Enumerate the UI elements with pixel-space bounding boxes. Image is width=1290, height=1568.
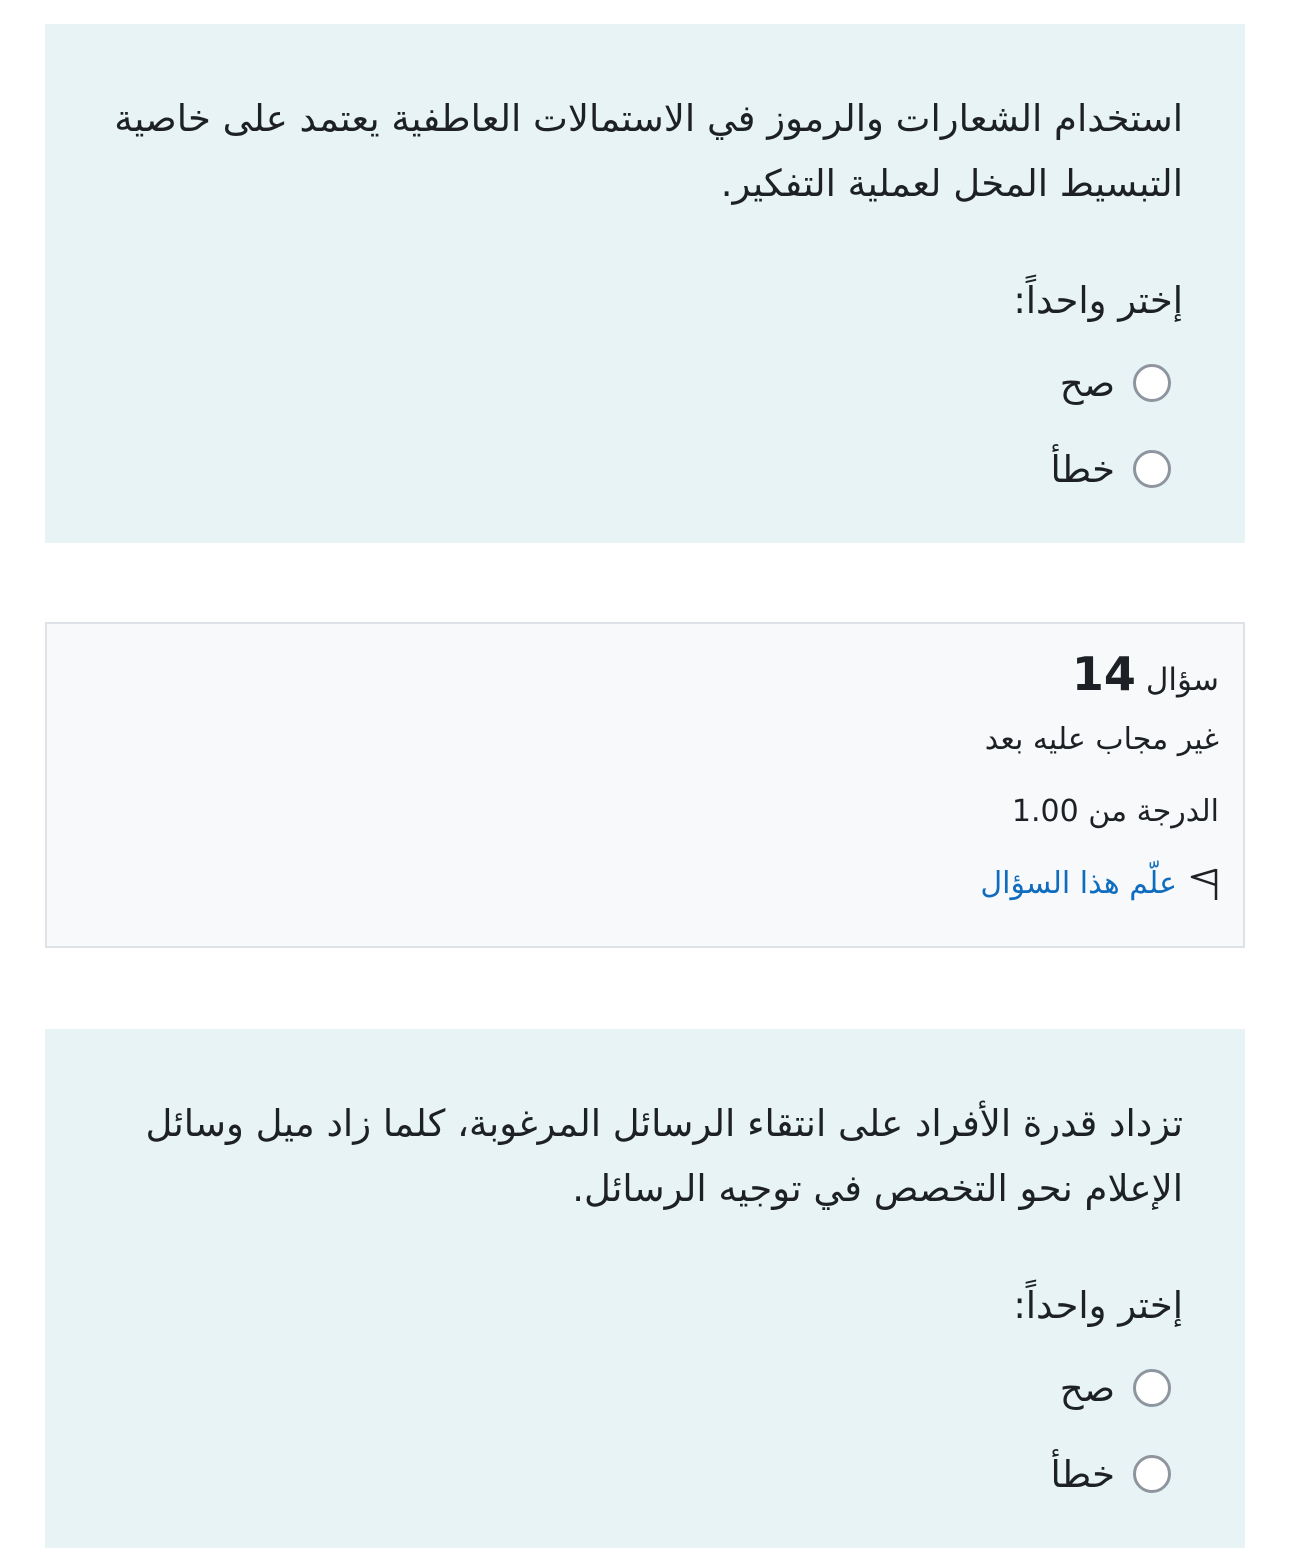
question-15-answers (107, 1345, 1183, 1517)
question-14-info (45, 622, 1245, 948)
answer-option-false[interactable] (107, 1431, 1183, 1517)
flag-question-link[interactable] (71, 864, 1219, 904)
answer-option-label: خطأ (1050, 447, 1115, 491)
answer-option-label: خطأ (1050, 1452, 1115, 1496)
question-15-content (45, 1029, 1245, 1548)
radio-button[interactable] (1133, 1369, 1171, 1407)
radio-button[interactable] (1133, 364, 1171, 402)
question-number-value: 14 (1071, 647, 1136, 701)
question-15-prompt: إختر واحداً: (1013, 1284, 1183, 1327)
question-13-content (45, 24, 1245, 543)
question-15-text: تزداد قدرة الأفراد على انتقاء الرسائل المرغوبة، كلما زاد ميل وسائل الإعلام نحو التخصص في توجيه الرسائل. (145, 1102, 1183, 1210)
question-state: غير مجاب عليه بعد (984, 722, 1219, 757)
answer-option-false[interactable] (107, 426, 1183, 512)
answer-option-true[interactable] (107, 340, 1183, 426)
question-number (71, 646, 1219, 702)
answer-option-label: صح (1059, 361, 1115, 405)
question-label: سؤال (1145, 662, 1219, 698)
flag-icon (1189, 866, 1219, 902)
question-13-answers (107, 340, 1183, 512)
radio-button[interactable] (1133, 1455, 1171, 1493)
answer-option-true[interactable] (107, 1345, 1183, 1431)
radio-button[interactable] (1133, 450, 1171, 488)
answer-option-label: صح (1059, 1366, 1115, 1410)
question-grade: الدرجة من 1.00 (1011, 794, 1219, 829)
flag-question-label: علّم هذا السؤال (980, 866, 1177, 901)
question-13-prompt: إختر واحداً: (1013, 279, 1183, 322)
question-13-text: استخدام الشعارات والرموز في الاستمالات العاطفية يعتمد على خاصية التبسيط المخل لعملية التفكير. (114, 97, 1183, 205)
